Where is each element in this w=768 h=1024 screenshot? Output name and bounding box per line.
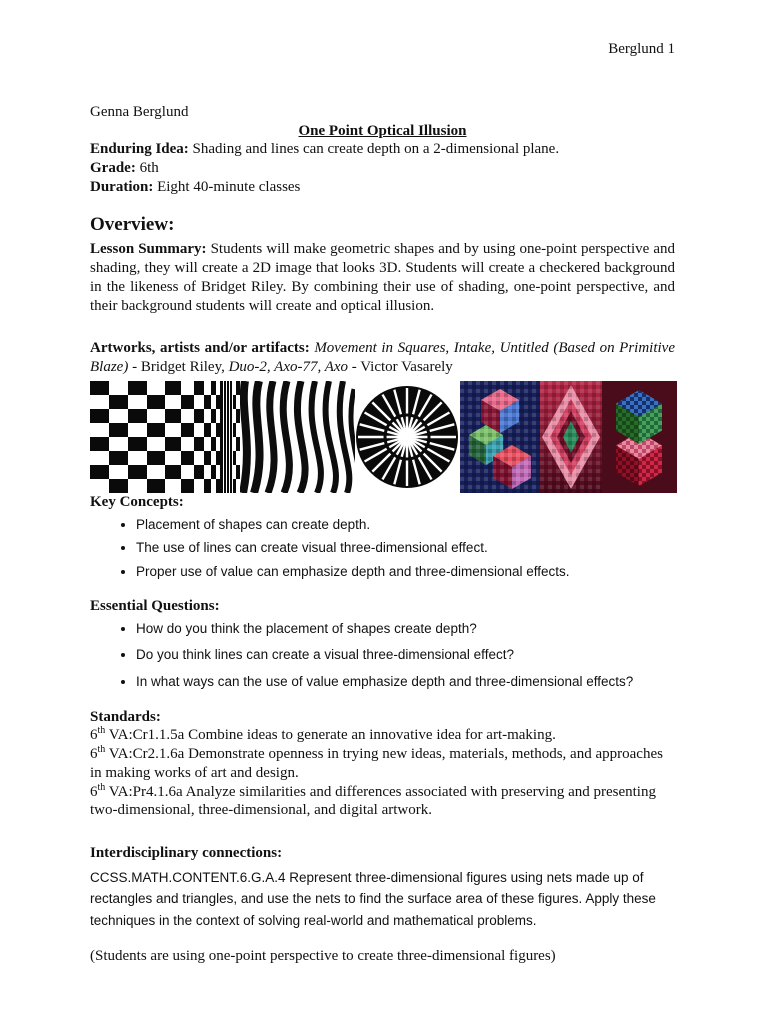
essential-question-text: How do you think the placement of shapes create depth? [136,620,477,636]
intake-riley-image [240,381,355,493]
standard-text: VA:Pr4.1.6a Analyze similarities and differences associated with preserving and presenting two-dimensional, three-dimensional, and digital artwork. [90,783,656,819]
grade-line [90,159,675,178]
standard-grade: 6 [90,727,98,744]
movement-in-squares-riley-image [90,381,240,493]
standard-item [90,745,675,783]
author-line: Genna Berglund [90,103,189,120]
list-item [136,646,675,664]
artworks-paragraph [90,339,675,377]
key-concept-text: Proper use of value can emphasize depth and three-dimensional effects. [136,563,570,579]
artworks-titles-vasarely: Duo-2, Axo-77, Axo [228,359,349,375]
duo-2-vasarely-image [460,381,540,493]
page-header-number: Berglund 1 [608,41,675,57]
document-title: One Point Optical Illusion [298,122,467,139]
standards-heading: Standards: [90,708,161,725]
lesson-summary-paragraph [90,240,675,315]
standard-grade-sup: th [97,725,106,737]
grade-label: Grade: [90,160,136,176]
standard-text: VA:Cr1.1.5a Combine ideas to generate an innovative idea for art-making. [105,727,556,744]
standard-grade-sup: th [97,744,106,756]
axo-77-vasarely-image [540,381,602,493]
essential-question-text: In what ways can the use of value emphasize depth and three-dimensional effects? [136,673,634,689]
interdisciplinary-note: (Students are using one-point perspective to create three-dimensional figures) [90,947,556,964]
duration-text: Eight 40-minute classes [153,178,301,195]
key-concept-text: The use of lines can create visual three-dimensional effect. [136,540,488,556]
blaze-riley-image [355,381,460,493]
standard-grade: 6 [90,746,98,763]
overview-heading: Overview: [90,213,175,235]
essential-question-text: Do you think lines can create a visual three-dimensional effect? [136,647,514,663]
list-item [136,563,675,581]
key-concept-text: Placement of shapes can create depth. [136,516,371,532]
standard-grade: 6 [90,783,98,800]
ccss-paragraph: CCSS.MATH.CONTENT.6.G.A.4 Represent three-dimensional figures using nets made up of rectangles and triangles, and use the nets to find the surface area of these figures. Apply these techniques in the context of solving real-world and mathematical problems. [90,869,656,928]
essential-questions-heading: Essential Questions: [90,598,220,615]
list-item [136,620,675,638]
duration-line [90,178,675,197]
standard-item [90,783,675,821]
enduring-idea-line [90,140,675,159]
lesson-summary-text: Students will make geometric shapes and by using one-point perspective and shading, they will create a 2D image that looks 3D. Students will create a checkered background in the likeness of Bridget Riley. By combining their use of shading, one-point perspective, and their background students will create and optical illusion. [90,241,675,314]
list-item [136,516,675,534]
artworks-attrib-vasarely: - Victor Vasarely [348,359,453,375]
artworks-attrib-riley: - Bridget Riley, [128,359,229,375]
artwork-image-strip [90,381,677,493]
key-concepts-heading: Key Concepts: [90,493,184,510]
artworks-label: Artworks, artists and/or artifacts: [90,340,310,357]
enduring-idea-label: Enduring Idea: [90,141,189,158]
standards-paragraph [90,726,675,820]
standard-text: VA:Cr2.1.6a Demonstrate openness in trying new ideas, materials, methods, and approaches in making works of art and design. [90,746,663,781]
essential-questions-list [90,620,675,691]
standard-grade-sup: th [97,781,106,793]
key-concepts-list [90,516,675,581]
grade-text: 6th [135,160,159,176]
list-item [136,539,675,557]
standard-item [90,726,675,745]
axo-vasarely-image [602,381,677,493]
artworks-titles-riley: Movement in Squares, Intake, Untitled (Based on Primitive Blaze) [90,340,675,375]
interdisciplinary-heading: Interdisciplinary connections: [90,845,283,862]
lesson-summary-label: Lesson Summary: [90,241,207,258]
enduring-idea-text: Shading and lines can create depth on a 2-dimensional plane. [188,141,560,158]
list-item [136,673,675,691]
duration-label: Duration: [90,178,154,195]
